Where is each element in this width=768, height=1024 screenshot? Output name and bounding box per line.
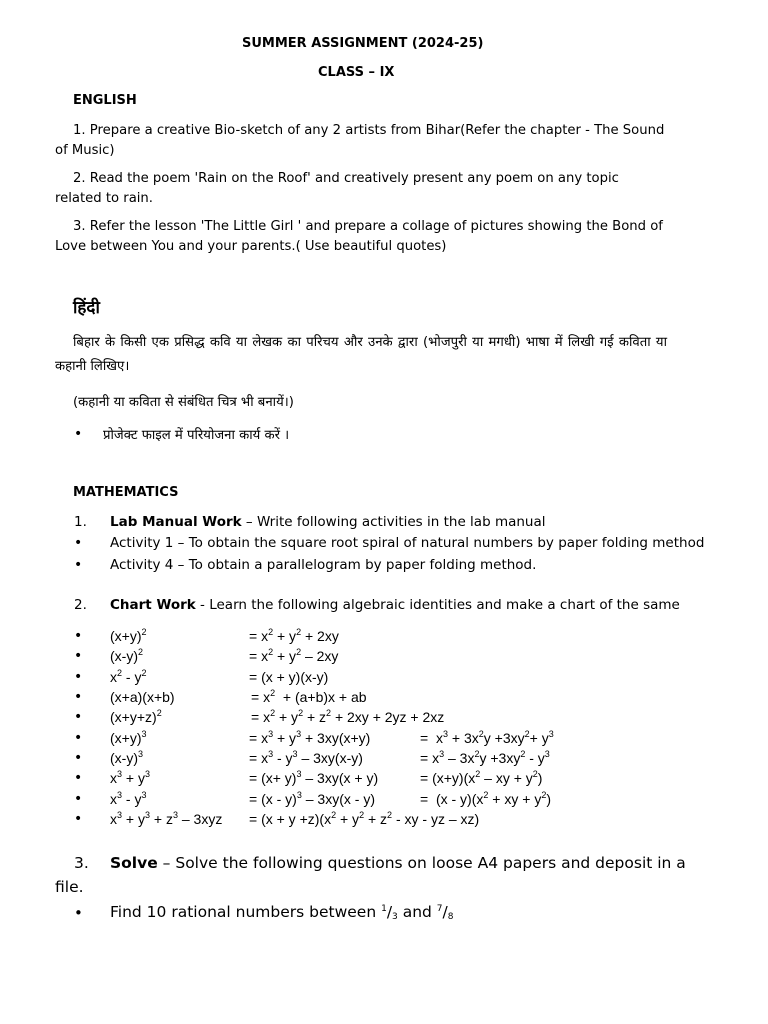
bullet-icon: • [74,557,83,573]
activity-1: Activity 1 – To obtain the square root spiral of natural numbers by paper folding method [110,535,705,551]
bullet-icon: • [74,750,83,766]
identity-7-rhs: = $x^3 - y^3 - 3xy(x-y)$ [249,749,363,766]
identity-6-lhs: $(x+y)^3$ [110,729,147,746]
identity-6-rhs: = $x^3 + y^3 + 3xy(x+y)$ [249,729,371,746]
chart-title: Chart Work [110,597,196,613]
identity-3-lhs: $x^2 - y^2$ [110,668,147,685]
bullet-icon: • [74,904,83,922]
identity-6-expanded: = $x^3 + 3x^2y +3xy^2+ y^3$ [420,729,554,746]
bullet-icon: • [74,791,83,807]
hindi-paragraph: बिहार के किसी एक प्रसिद्ध कवि या लेखक का परिचय और उनके द्वारा (भोजपुरी या मगधी) भाषा में लिखी गई कविता या कहानी लिखिए। [55,335,667,374]
bullet-icon: • [74,770,83,786]
identity-4-rhs: = $x^2 + (a+b)x$ + ab [251,688,367,705]
english-item-3: 3. Refer the lesson 'The Little Girl ' and prepare a collage of pictures showing the Bond of Love between You and your parents.( Use beautiful quotes) [55,219,663,254]
activity-4: Activity 4 – To obtain a parallelogram by paper folding method. [110,557,537,573]
chart-work-line [110,597,680,613]
bullet-icon: • [74,628,83,644]
identity-9-expanded: = $(x - y)(x^2$ + xy + $y^2$) [420,790,552,807]
identity-1-rhs: = $x^2 + y^2 + 2xy$ [249,627,339,644]
hindi-note: (कहानी या कविता से संबंधित चित्र भी बनायें।) [73,395,294,410]
solve-number: 3. [74,854,89,872]
identity-7-lhs: $(x-y)^3$ [110,749,144,766]
identity-9-lhs: $x^3 - y^3$ [110,790,147,807]
identity-2-lhs: $(x-y)^2$ [110,647,144,664]
lab-text: – Write following activities in the lab manual [241,514,546,530]
lab-title: Lab Manual Work [110,514,242,530]
bullet-icon: • [74,648,83,664]
chart-text: - Learn the following algebraic identities and make a chart of the same [195,597,680,613]
solve-text-cont: file. [55,878,84,896]
maths-heading: MATHEMATICS [73,485,179,500]
identity-8-expanded: = $(x+y)(x^2$ – xy + $y^2$) [420,769,543,786]
identity-7-expanded: = $x^3 - 3x^2y +3xy^2 - y^3$ [420,749,550,766]
identity-1-lhs: $(x+y)^2$ [110,627,147,644]
solve-title: Solve [110,854,158,872]
bullet-icon: • [74,730,83,746]
english-item-2: 2. Read the poem 'Rain on the Roof' and creatively present any poem on any topic related to rain. [55,171,619,206]
identity-10-rhs: = $(x + y +z)(x^2 + y^2 + z^2$ - xy - yz – xz) [249,810,480,827]
hindi-heading: हिंदी [73,298,100,318]
identity-5-rhs: = $x^2 + y^2 + z^2 + 2xy + 2yz + 2xz$ [251,708,445,725]
bullet-icon: • [74,709,83,725]
identity-9-rhs: = (x - y)$^3$ – 3xy(x - y) [249,790,375,807]
lab-manual-line [110,514,546,530]
english-item-1: 1. Prepare a creative Bio-sketch of any 2 artists from Bihar(Refer the chapter - The Sound of Music) [55,123,665,158]
identity-4-lhs: (x+a)(x+b) [110,689,175,705]
identity-3-rhs: = (x + y)(x-y) [249,669,329,685]
bullet-icon: • [74,426,83,442]
english-heading: ENGLISH [73,93,137,108]
lab-number: 1. [74,514,87,530]
bullet-icon: • [74,535,83,551]
assignment-title: SUMMER ASSIGNMENT (2024-25) [242,36,484,51]
identity-8-rhs: = $(x+ y)^3 - 3xy(x + y)$ [249,769,379,786]
identity-10-lhs: $x^3 + y^3 + z^3 - 3xyz$ [110,810,223,827]
bullet-icon: • [74,669,83,685]
bullet-icon: • [74,689,83,705]
hindi-bullet-text: प्रोजेक्ट फाइल में परियोजना कार्य करें । [103,428,290,443]
bullet-icon: • [74,811,83,827]
identity-5-lhs: $(x+y+z)^2$ [110,708,162,725]
solve-line [110,854,686,872]
rational-numbers-question: Find 10 rational numbers between $^1/_3$ and $^7/_8$ [110,903,454,922]
solve-text: – Solve the following questions on loose A4 papers and deposit in a [157,854,686,872]
identity-2-rhs: = $x^2 + y^2 - 2xy$ [249,647,339,664]
chart-number: 2. [74,597,87,613]
identity-8-lhs: $x^3 + y^3$ [110,769,150,786]
class-label: CLASS – IX [318,65,395,80]
